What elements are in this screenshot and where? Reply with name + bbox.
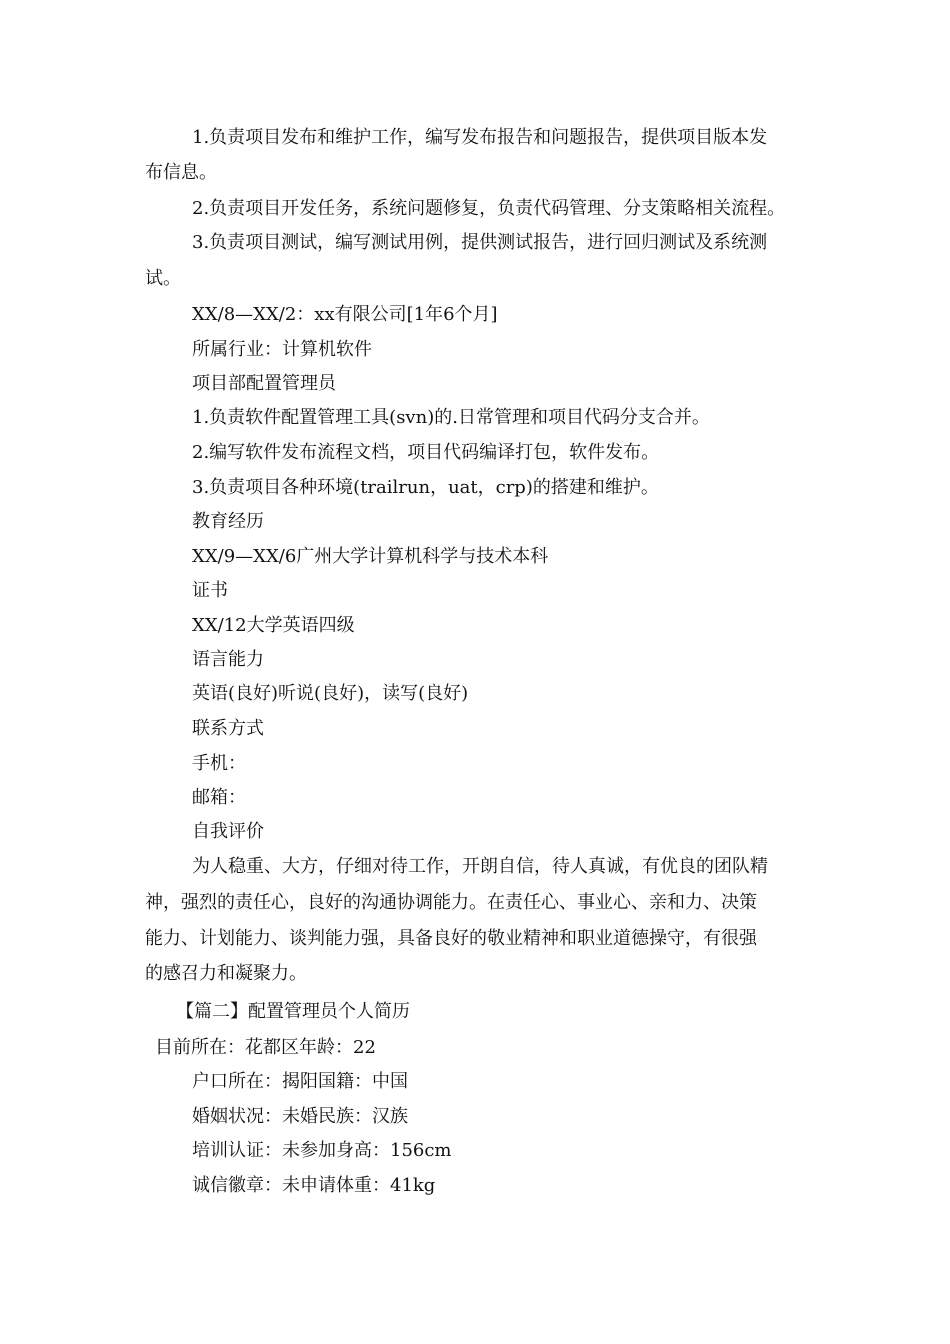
education-heading: 教育经历 xyxy=(192,511,264,532)
language-heading: 语言能力 xyxy=(192,649,264,670)
phone-field: 手机： xyxy=(192,753,246,774)
job-duty-3: 3.负责项目各种环境(trailrun，uat，crp)的搭建和维护。 xyxy=(192,477,659,498)
section-heading: 【篇二】配置管理员个人简历 xyxy=(176,1001,410,1022)
certificate-entry: XX/12大学英语四级 xyxy=(192,615,355,636)
duty-1-line-1: 1.负责项目发布和维护工作，编写发布报告和问题报告，提供项目版本发 xyxy=(192,127,768,148)
duty-2: 2.负责项目开发任务，系统问题修复，负责代码管理、分支策略相关流程。 xyxy=(192,198,786,219)
contact-heading: 联系方式 xyxy=(192,718,264,739)
self-evaluation-line-4: 的感召力和凝聚力。 xyxy=(145,963,307,984)
duty-3-line-2: 试。 xyxy=(145,268,181,289)
info-location-age: 目前所在：花都区年龄：22 xyxy=(155,1037,376,1058)
job-title: 项目部配置管理员 xyxy=(192,373,336,394)
self-evaluation-line-1: 为人稳重、大方，仔细对待工作，开朗自信，待人真诚，有优良的团队精 xyxy=(192,856,768,877)
education-entry: XX/9—XX/6广州大学计算机科学与技术本科 xyxy=(192,546,549,567)
self-evaluation-line-3: 能力、计划能力、谈判能力强，具备良好的敬业精神和职业道德操守，有很强 xyxy=(145,928,757,949)
certificate-heading: 证书 xyxy=(192,580,228,601)
email-field: 邮箱： xyxy=(192,787,246,808)
self-evaluation-heading: 自我评价 xyxy=(192,821,264,842)
duty-3-line-1: 3.负责项目测试，编写测试用例，提供测试报告，进行回归测试及系统测 xyxy=(192,232,768,253)
job-duty-1: 1.负责软件配置管理工具(svn)的.日常管理和项目代码分支合并。 xyxy=(192,407,710,428)
language-entry: 英语(良好)听说(良好)，读写(良好) xyxy=(192,683,469,704)
self-evaluation-line-2: 神，强烈的责任心，良好的沟通协调能力。在责任心、事业心、亲和力、决策 xyxy=(145,892,757,913)
job-duty-2: 2.编写软件发布流程文档，项目代码编译打包，软件发布。 xyxy=(192,442,660,463)
info-marital-ethnicity: 婚姻状况：未婚民族：汉族 xyxy=(192,1106,408,1127)
info-training-height: 培训认证：未参加身高：156cm xyxy=(192,1140,452,1161)
info-badge-weight: 诚信徽章：未申请体重：41kg xyxy=(192,1175,436,1196)
industry: 所属行业：计算机软件 xyxy=(192,339,372,360)
job-period: XX/8—XX/2：xx有限公司[1年6个月] xyxy=(192,304,498,325)
info-hukou-nationality: 户口所在：揭阳国籍：中国 xyxy=(192,1071,408,1092)
duty-1-line-2: 布信息。 xyxy=(145,162,217,183)
